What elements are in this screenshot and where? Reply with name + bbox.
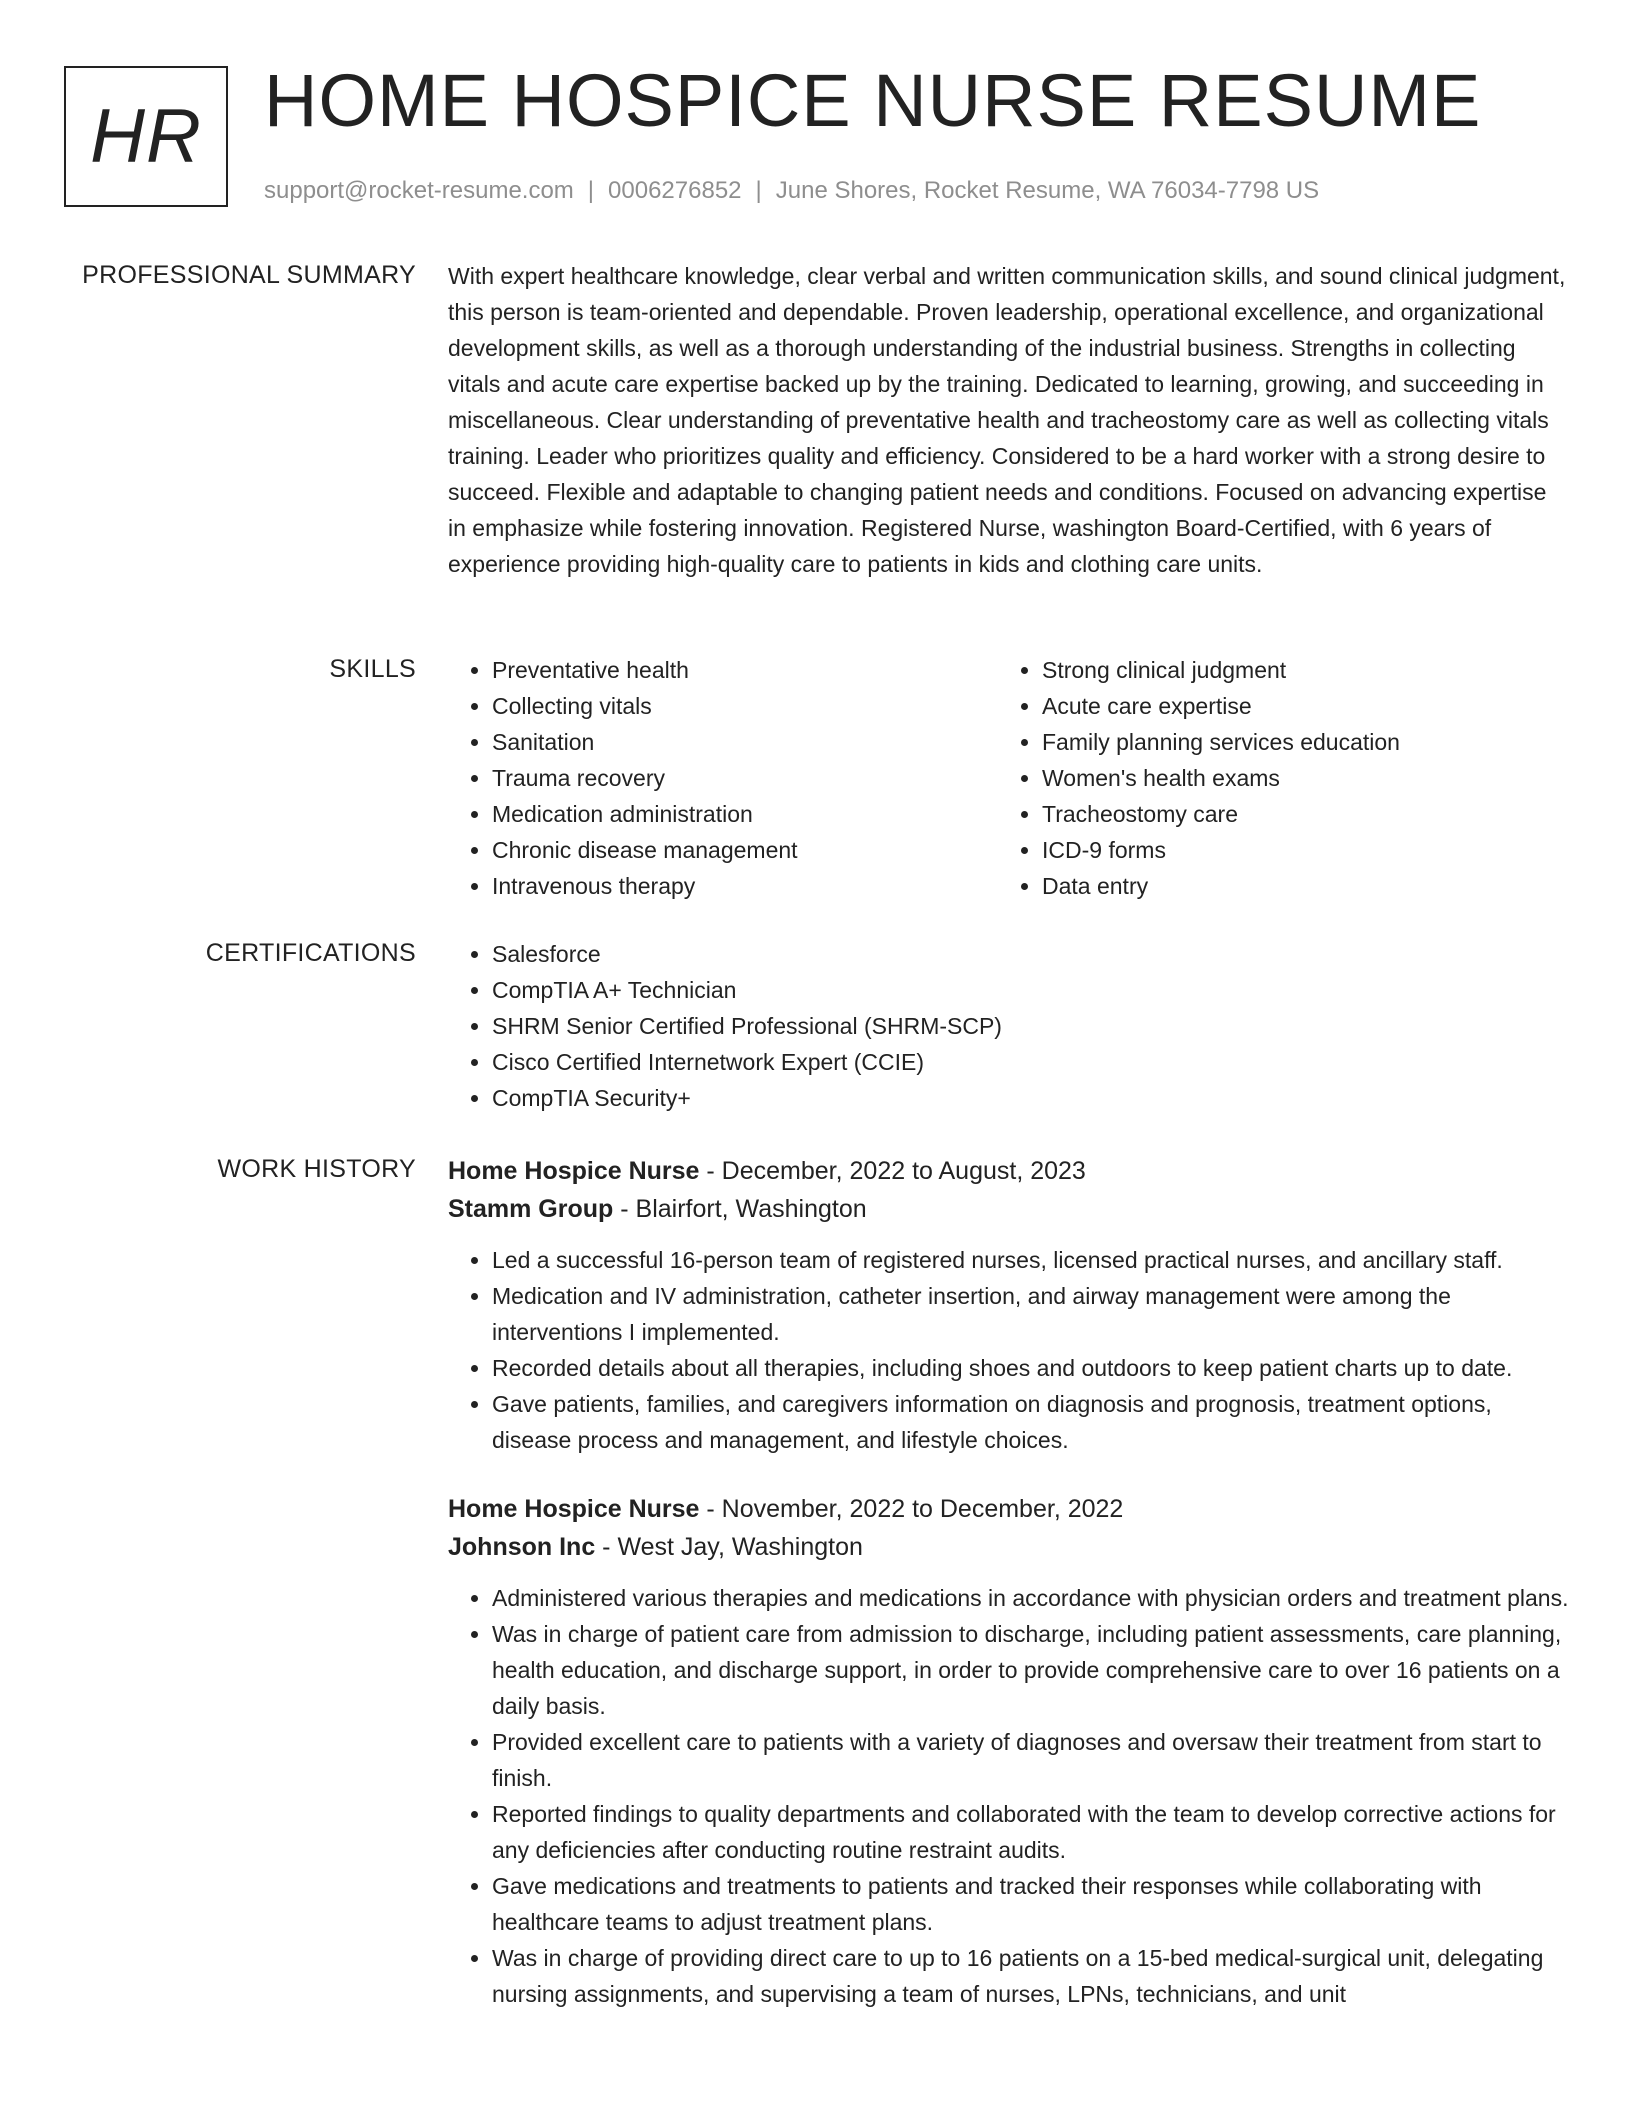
job-location: - Blairfort, Washington <box>613 1195 867 1223</box>
job-title: Home Hospice Nurse <box>448 1495 700 1523</box>
skill-item: • Acute care expertise <box>1042 688 1548 724</box>
contact-line <box>264 174 1319 208</box>
work-history-body <box>448 1152 1570 2044</box>
contact-separator: | <box>755 177 762 204</box>
job-dates: - November, 2022 to December, 2022 <box>699 1495 1124 1523</box>
monogram-logo: HR <box>64 66 228 207</box>
skill-item: • Collecting vitals <box>492 688 998 724</box>
job-bullet: • Recorded details about all therapies, including shoes and outdoors to keep patient charts up to date. <box>492 1350 1570 1386</box>
job-bullet: • Provided excellent care to patients with a variety of diagnoses and oversaw their treatment from start to finish. <box>492 1724 1570 1796</box>
section-label-skills: SKILLS <box>329 655 416 683</box>
skills-column-right <box>998 652 1548 904</box>
certification-item: • Cisco Certified Internetwork Expert (CCIE) <box>492 1044 1570 1080</box>
job-bullet: • Gave patients, families, and caregivers information on diagnosis and prognosis, treatment options, disease process and management, and lifestyle choices. <box>492 1386 1570 1458</box>
job-bullet: • Medication and IV administration, catheter insertion, and airway management were among the interventions I implemented. <box>492 1278 1570 1350</box>
section-label-work-history: WORK HISTORY <box>217 1155 416 1183</box>
job-company: Stamm Group <box>448 1195 614 1223</box>
certification-item: • Salesforce <box>492 936 1570 972</box>
job-title-line <box>448 1152 1570 1190</box>
skill-item: • Medication administration <box>492 796 998 832</box>
skill-item: • Strong clinical judgment <box>1042 652 1548 688</box>
skill-item: • Women's health exams <box>1042 760 1548 796</box>
page-title: HOME HOSPICE NURSE RESUME <box>264 59 1482 142</box>
job-bullet: • Led a successful 16-person team of registered nurses, licensed practical nurses, and ancillary staff. <box>492 1242 1570 1278</box>
skills-body <box>448 652 1570 904</box>
job-bullet: • Reported findings to quality departments and collaborated with the team to develop corrective actions for any deficiencies after conducting routine restraint audits. <box>492 1796 1570 1868</box>
certifications-body <box>448 936 1570 1116</box>
certification-item: • SHRM Senior Certified Professional (SHRM-SCP) <box>492 1008 1570 1044</box>
job-bullet: • Was in charge of patient care from admission to discharge, including patient assessments, care planning, health education, and discharge support, in order to provide comprehensive care to over 16 patients on a daily basis. <box>492 1616 1570 1724</box>
job-dates: - December, 2022 to August, 2023 <box>699 1157 1086 1185</box>
job-entry <box>448 1490 1570 2012</box>
job-entry <box>448 1152 1570 1458</box>
job-location: - West Jay, Washington <box>595 1533 863 1561</box>
contact-separator: | <box>587 177 595 204</box>
job-bullet: • Was in charge of providing direct care to up to 16 patients on a 15-bed medical-surgical unit, delegating nursing assignments, and supervising a team of nurses, LPNs, technicians, and unit <box>492 1940 1570 2012</box>
job-title-line <box>448 1490 1570 1528</box>
job-company-line <box>448 1528 1570 1566</box>
skills-column-left <box>448 652 998 904</box>
job-company: Johnson Inc <box>448 1533 596 1561</box>
skill-item: • Chronic disease management <box>492 832 998 868</box>
summary-text: With expert healthcare knowledge, clear verbal and written communication skills, and sound clinical judgment, this person is team-oriented and dependable. Proven leadership, operational excellence, and organizational development skills, as well as a thorough understanding of the industrial business. Strengths in collecting vitals and acute care expertise backed up by the training. Dedicated to learning, growing, and succeeding in miscellaneous. Clear understanding of preventative health and tracheostomy care as well as collecting vitals training. Leader who prioritizes quality and efficiency. Considered to be a hard worker with a strong desire to succeed. Flexible and adaptable to changing patient needs and conditions. Focused on advancing expertise in emphasize while fostering innovation. Registered Nurse, washington Board-Certified, with 6 years of experience providing high-quality care to patients in kids and clothing care units. <box>448 263 1566 577</box>
contact-email[interactable]: support@rocket-resume.com <box>264 177 574 204</box>
skill-item: • Preventative health <box>492 652 998 688</box>
skill-item: • Intravenous therapy <box>492 868 998 904</box>
job-title: Home Hospice Nurse <box>448 1157 700 1185</box>
skill-item: • ICD-9 forms <box>1042 832 1548 868</box>
contact-address: June Shores, Rocket Resume, WA 76034-7798 US <box>775 177 1320 204</box>
section-label-summary: PROFESSIONAL SUMMARY <box>82 261 416 289</box>
job-bullet: • Gave medications and treatments to patients and tracked their responses while collaborating with healthcare teams to adjust treatment plans. <box>492 1868 1570 1940</box>
skill-item: • Data entry <box>1042 868 1548 904</box>
job-bullet: • Administered various therapies and medications in accordance with physician orders and treatment plans. <box>492 1580 1570 1616</box>
skill-item: • Trauma recovery <box>492 760 998 796</box>
certification-item: • CompTIA A+ Technician <box>492 972 1570 1008</box>
section-label-certifications: CERTIFICATIONS <box>205 939 416 967</box>
skill-item: • Family planning services education <box>1042 724 1548 760</box>
contact-phone[interactable]: 0006276852 <box>608 177 742 204</box>
summary-body <box>448 258 1570 582</box>
job-company-line <box>448 1190 1570 1228</box>
certification-item: • CompTIA Security+ <box>492 1080 1570 1116</box>
skill-item: • Sanitation <box>492 724 998 760</box>
skill-item: • Tracheostomy care <box>1042 796 1548 832</box>
